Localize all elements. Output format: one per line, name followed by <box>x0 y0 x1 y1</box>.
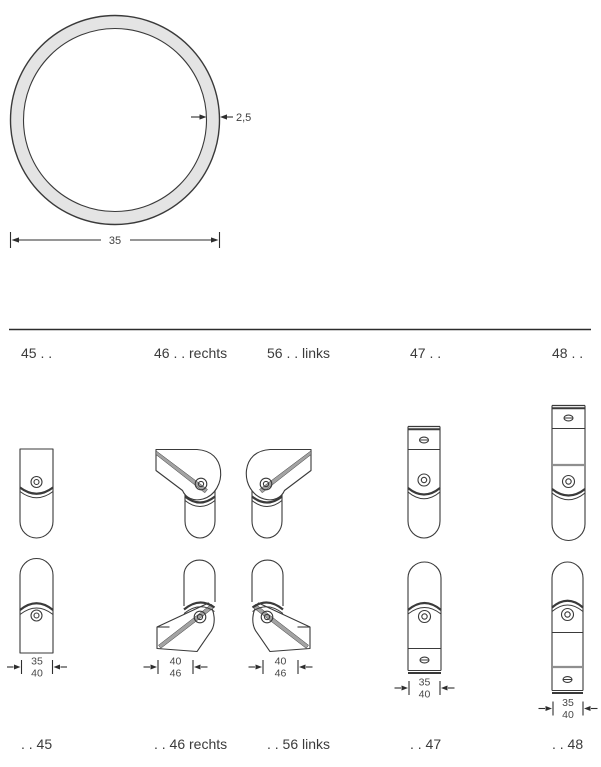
part-45-dim-value-1: 35 <box>31 655 43 668</box>
part-45-bottom-view <box>20 559 53 654</box>
part-48-front-view <box>552 406 585 541</box>
tube-inner-circle <box>24 29 207 212</box>
bottom-model-labels <box>21 736 583 752</box>
part-56-bottom-view <box>252 560 310 651</box>
part-45-dim-value-2: 40 <box>31 667 43 680</box>
part-56-dim-value-1: 40 <box>274 655 287 668</box>
part-48-dim-value-1: 35 <box>562 697 574 709</box>
label-45-top: 45 . . <box>21 345 53 361</box>
label-48-top: 48 . . <box>552 345 584 361</box>
part-46-dim-value-1: 40 <box>169 655 182 668</box>
part-47-bottom-view <box>408 562 441 673</box>
tube-wall-thickness-value: 2,5 <box>236 112 252 124</box>
part-47-dim-value-2: 40 <box>418 688 431 701</box>
part-47-dim-value-1: 35 <box>418 676 431 689</box>
part-46-dim-value-2: 46 <box>169 667 182 680</box>
part-56-front-view <box>246 450 311 539</box>
tube-cross-section <box>11 16 220 225</box>
part-56-dim-value-2: 46 <box>274 667 287 680</box>
label-47-top: 47 . . <box>410 345 442 361</box>
part-45-front-view <box>20 449 53 538</box>
label-45-bottom: . . 45 <box>21 736 53 752</box>
part-48-dim-value-2: 40 <box>562 709 574 721</box>
tube-diameter-value: 35 <box>108 235 122 247</box>
label-46-top: 46 . . rechts <box>154 345 228 361</box>
part-46-bottom-view <box>157 560 215 651</box>
top-model-labels <box>21 345 583 361</box>
label-47-bottom: . . 47 <box>410 736 442 752</box>
part-46-front-view <box>156 450 221 539</box>
label-56-bottom: . . 56 links <box>267 736 331 752</box>
label-46-bottom: . . 46 rechts <box>154 736 228 752</box>
part-48-bottom-view <box>552 562 583 693</box>
part-47-front-view <box>408 427 440 539</box>
label-56-top: 56 . . links <box>267 345 331 361</box>
label-48-bottom: . . 48 <box>552 736 584 752</box>
